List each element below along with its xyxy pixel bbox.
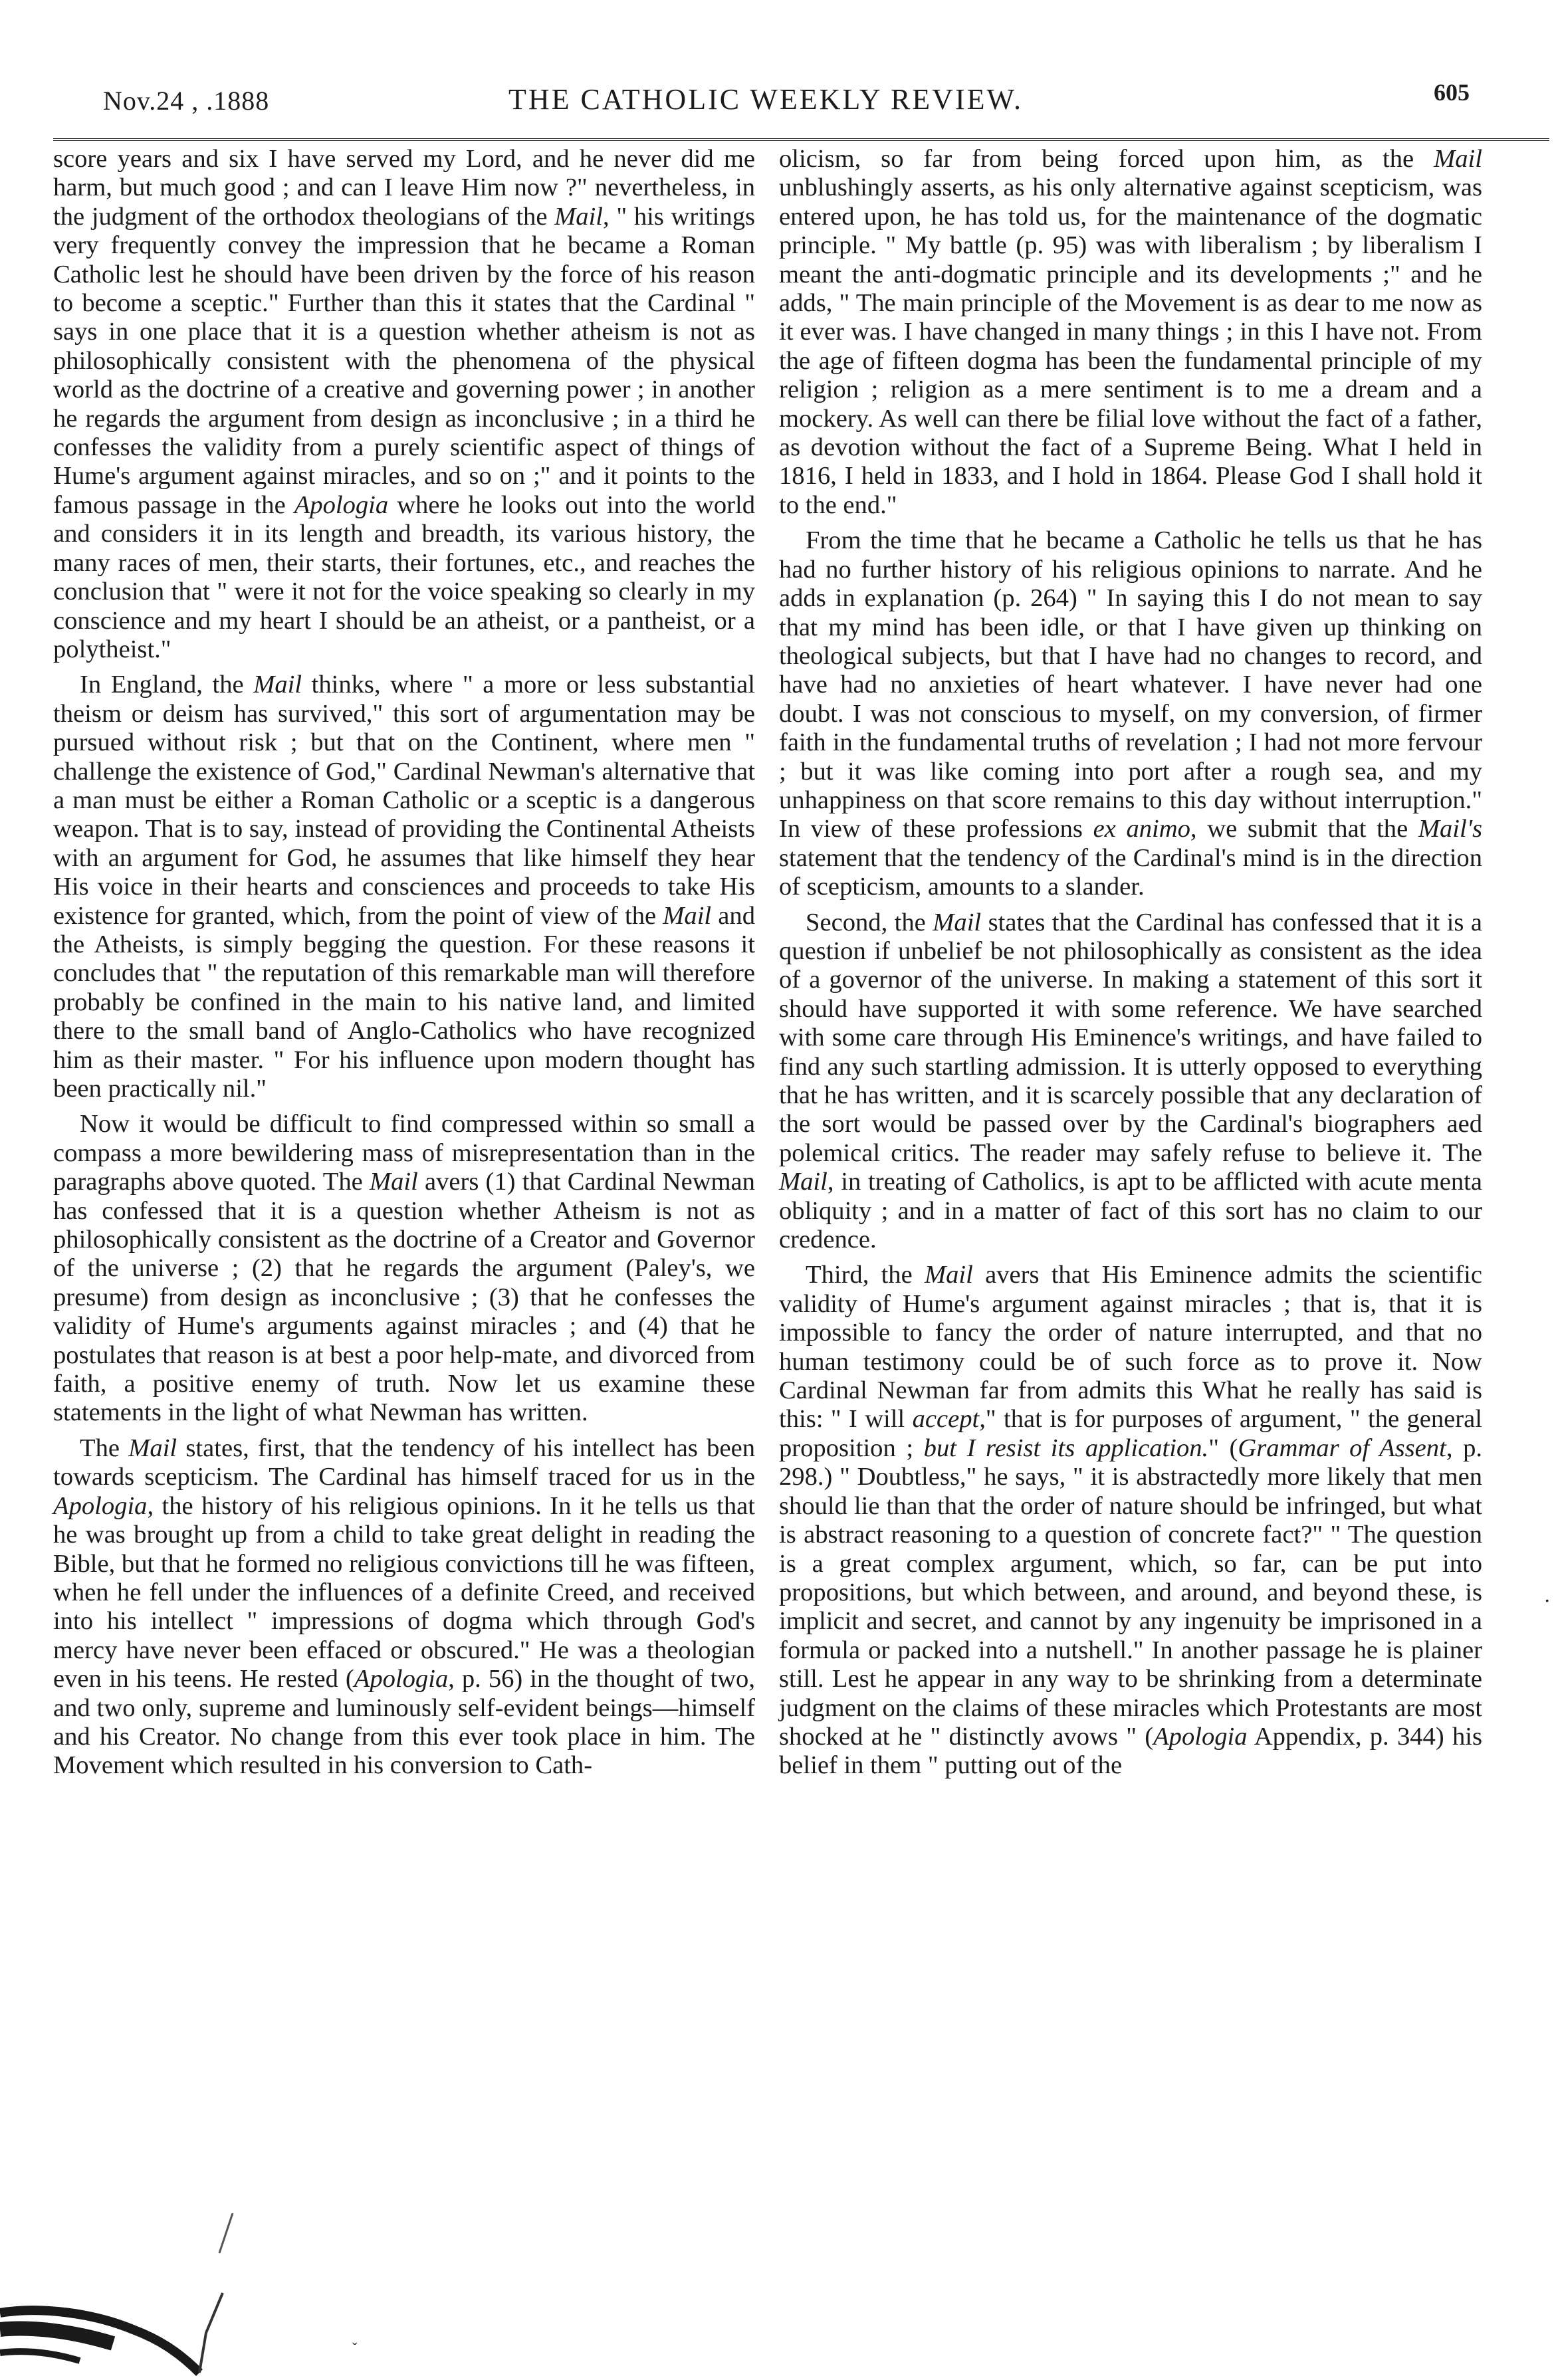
text-run: , in treating of Catholics, is apt to be afflicted with acute menta obliquity ; and in a matter of fact of this sort has no claim to our credence. — [779, 1168, 1482, 1254]
italic-run: Apologia — [294, 490, 389, 519]
text-run: In England, the — [80, 671, 254, 699]
italic-run: Mail — [554, 202, 604, 231]
text-run: score years and six I have served my Lord, and he never did me harm, but much good ; and can I leave Him now ?" nevertheless, in the judgment of the orthodox theologians of the — [53, 145, 755, 231]
left-paragraph-2 — [53, 671, 755, 1103]
text-run: , we submit that the — [1190, 815, 1418, 843]
italic-run: Mail's — [1418, 815, 1482, 843]
text-run: where he looks out into the world and considers it in its length and breadth, its various history, the many races of men, their starts, their fortunes, etc., and reaches the conclusion that " were it not for the voice speaking so clearly in my conscience and my heart I should be an atheist, or a pantheist, or a polytheist." — [53, 490, 755, 663]
text-run: and the Atheists, is simply begging the question. For these reasons it concludes that " the reputation of this remarkable man will therefore probably be confined in the main to his native land, and limited there to the small band of Anglo-Catholics who have recognized him as their master. " For his influence upon modern thought has been practically nil." — [53, 901, 755, 1103]
text-run: " that is for purposes of argument, " the general proposition ; — [779, 1405, 1482, 1462]
italic-run: Apologia — [53, 1491, 148, 1520]
bottom-mark: ˇ — [352, 2339, 358, 2356]
text-run: states, first, that the tendency of his intellect has been towards scepticism. The Cardinal has himself traced for us in the — [53, 1434, 755, 1491]
italic-run: Mail — [253, 671, 302, 699]
issue-date: Nov.24 , .1888 — [103, 86, 270, 116]
left-paragraph-4 — [53, 1434, 755, 1781]
italic-run: Mail — [1434, 145, 1482, 173]
text-run: avers that His Eminence admits the scientific validity of Hume's argument against miracles ; that is, that it is impossible to fancy the order of nature interrupted, and that no human testimony could be of such force as to prove it. Now Cardinal Newman far from admits this What he really has said is this: " I will — [779, 1261, 1482, 1434]
italic-run: Apologia — [1153, 1722, 1248, 1751]
italic-run: ex animo — [1093, 815, 1190, 843]
text-run: Second, the — [806, 908, 933, 936]
italic-run: Apologia — [354, 1665, 449, 1693]
text-run: unblushingly asserts, as his only alternative against scepticism, was entered upon, he has told us, for the maintenance of the dogmatic principle. " My battle (p. 95) was with liberalism ; by liberalism I meant the anti-dogmatic principle and its developments ;" and he adds, " The main principle of the Movement is as dear to me now as it ever was. I have changed in many things ; in this I have not. From the age of fifteen dogma has been the fundamental principle of my religion ; religion as a mere sentiment is to me a dream and a mockery. As well can there be filial love without the fact of a father, as devotion without the fact of a Supreme Being. What I held in 1816, I held in 1833, and I hold in 1864. Please God I shall hold it to the end." — [779, 173, 1482, 519]
right-paragraph-2 — [779, 526, 1482, 901]
left-paragraph-3 — [53, 1110, 755, 1427]
text-run: avers (1) that Cardinal Newman has confessed that it is a question whether Atheism is not as philosophically consistent as the doctrine of a Creator and Governor of the universe ; (2) that he regards the argument (Paley's, we presume) from design as inconclusive ; (3) that he confesses the validity of Hume's arguments against miracles ; and (4) that he postulates that reason is at best a poor help-mate, and divorced from faith, a positive enemy of truth. Now let us examine these statements in the light of what Newman has written. — [53, 1168, 755, 1427]
text-run: , the history of his religious opinions. In it he tells us that he was brought up from a child to take great delight in reading the Bible, but that he formed no religious convictions till he was fifteen, when he fell under the influences of a definite Creed, and received into his intellect " impressions of dogma which through God's mercy have never been effaced or obscured." He was a theologian even in his teens. He rested ( — [53, 1491, 755, 1693]
left-column — [53, 145, 755, 1787]
right-column — [779, 145, 1482, 1787]
text-run: , p. 298.) " Doubtless," he says, " it is abstractedly more likely that men should lie than that the order of nature should be infringed, but what is abstract reasoning to a question of concrete fact?" " The question is a great complex argument, which, so far, can be put into propositions, but which between, and around, and beyond these, is implicit and secret, and cannot by any ingenuity be imprisoned in a formula or packed into a nutshell." In another passage he is plainer still. Lest he appear in any way to be shrinking from a determinate judgment on the claims of these miracles which Protestants are most shocked at he " distinctly avows " ( — [779, 1434, 1483, 1751]
italic-run: Mail — [779, 1168, 828, 1196]
italic-run: but I resist its application. — [923, 1434, 1209, 1462]
text-run: Third, the — [806, 1261, 925, 1289]
text-run: Now it would be difficult to find compressed within so small a compass a more bewildering mass of misrepresentation than in the paragraphs above quoted. The — [53, 1110, 755, 1196]
page-number: 605 — [1434, 79, 1470, 106]
text-run: states that the Cardinal has confessed that it is a question if unbelief be not philosophically as consistent as the idea of a governor of the universe. In making a statement of this sort it should have supported it with some reference. We have searched with some care through His Eminence's writings, and have failed to find any such startling admission. It is utterly opposed to everything that he has written, and it is scarcely possible that any declaration of the sort would be passed over by the Cardinal's biographers aed polemical critics. The reader may safely refuse to believe it. The — [779, 908, 1482, 1167]
text-run: statement that the tendency of the Cardinal's mind is in the direction of scepticism, amounts to a slander. — [779, 843, 1482, 901]
text-run: From the time that he became a Catholic he tells us that he has had no further history of his religious opinions to narrate. And he adds in explanation (p. 264) " In saying this I do not mean to say that my mind has been idle, or that I have given up thinking on theological subjects, but that I have had no changes to record, and have had no anxieties of heart whatever. I have never had one doubt. I was not conscious to myself, on my conversion, of firmer faith in the fundamental truths of revelation ; I had not more fervour ; but it was like coming into port after a rough sea, and my unhappiness on that score remains to this day without interruption." In view of these professions — [779, 526, 1482, 843]
right-paragraph-4 — [779, 1261, 1482, 1780]
italic-run: Mail — [128, 1434, 177, 1462]
right-paragraph-3 — [779, 909, 1482, 1255]
text-run: Appendix, p. 344) his belief in them " putting out of the — [779, 1722, 1482, 1780]
right-paragraph-1 — [779, 145, 1482, 520]
italic-run: Mail — [663, 901, 712, 930]
italic-run: accept, — [912, 1405, 986, 1434]
text-run: , p. 56) in the thought of two, and two only, supreme and luminously self-evident beings—himself and his Creator. No change from this ever took place in him. The Movement which resulted in his conversion to Cath- — [53, 1665, 755, 1780]
text-run: " ( — [1208, 1434, 1238, 1462]
text-run: olicism, so far from being forced upon him, as the — [779, 145, 1434, 173]
italic-run: Grammar of Assent — [1238, 1434, 1446, 1462]
binding-damage-mark — [0, 2213, 279, 2380]
italic-run: Mail — [933, 908, 982, 936]
italic-run: Mail — [924, 1261, 973, 1289]
header-rule — [53, 138, 1549, 145]
margin-mark: · — [1543, 1588, 1551, 1612]
page-header — [90, 73, 1490, 126]
text-run: The — [80, 1434, 129, 1462]
italic-run: Mail — [369, 1168, 418, 1196]
left-paragraph-1 — [53, 145, 755, 664]
publication-title: THE CATHOLIC WEEKLY REVIEW. — [508, 83, 1023, 116]
text-run: , " his writings very frequently convey the impression that he became a Roman Catholic lest he should have been driven by the force of his reason to become a sceptic." Further than this it states that the Cardinal " says in one place that it is a question whether atheism is not as philosophically consistent with the phenomena of the physical world as the doctrine of a creative and governing power ; in another he regards the argument from design as inconclusive ; in a third he confesses the validity from a purely scientific aspect of things of Hume's argument against miracles, and so on ;" and it points to the famous passage in the — [53, 202, 755, 519]
text-run: thinks, where " a more or less substantial theism or deism has survived," this sort of argumentation may be pursued without risk ; but that on the Continent, where men " challenge the existence of God," Cardinal Newman's alternative that a man must be either a Roman Catholic or a sceptic is a dangerous weapon. That is to say, instead of providing the Continental Atheists with an argument for God, he assumes that like himself they hear His voice in their hearts and consciences and proceeds to take His existence for granted, which, from the point of view of the — [53, 671, 755, 930]
